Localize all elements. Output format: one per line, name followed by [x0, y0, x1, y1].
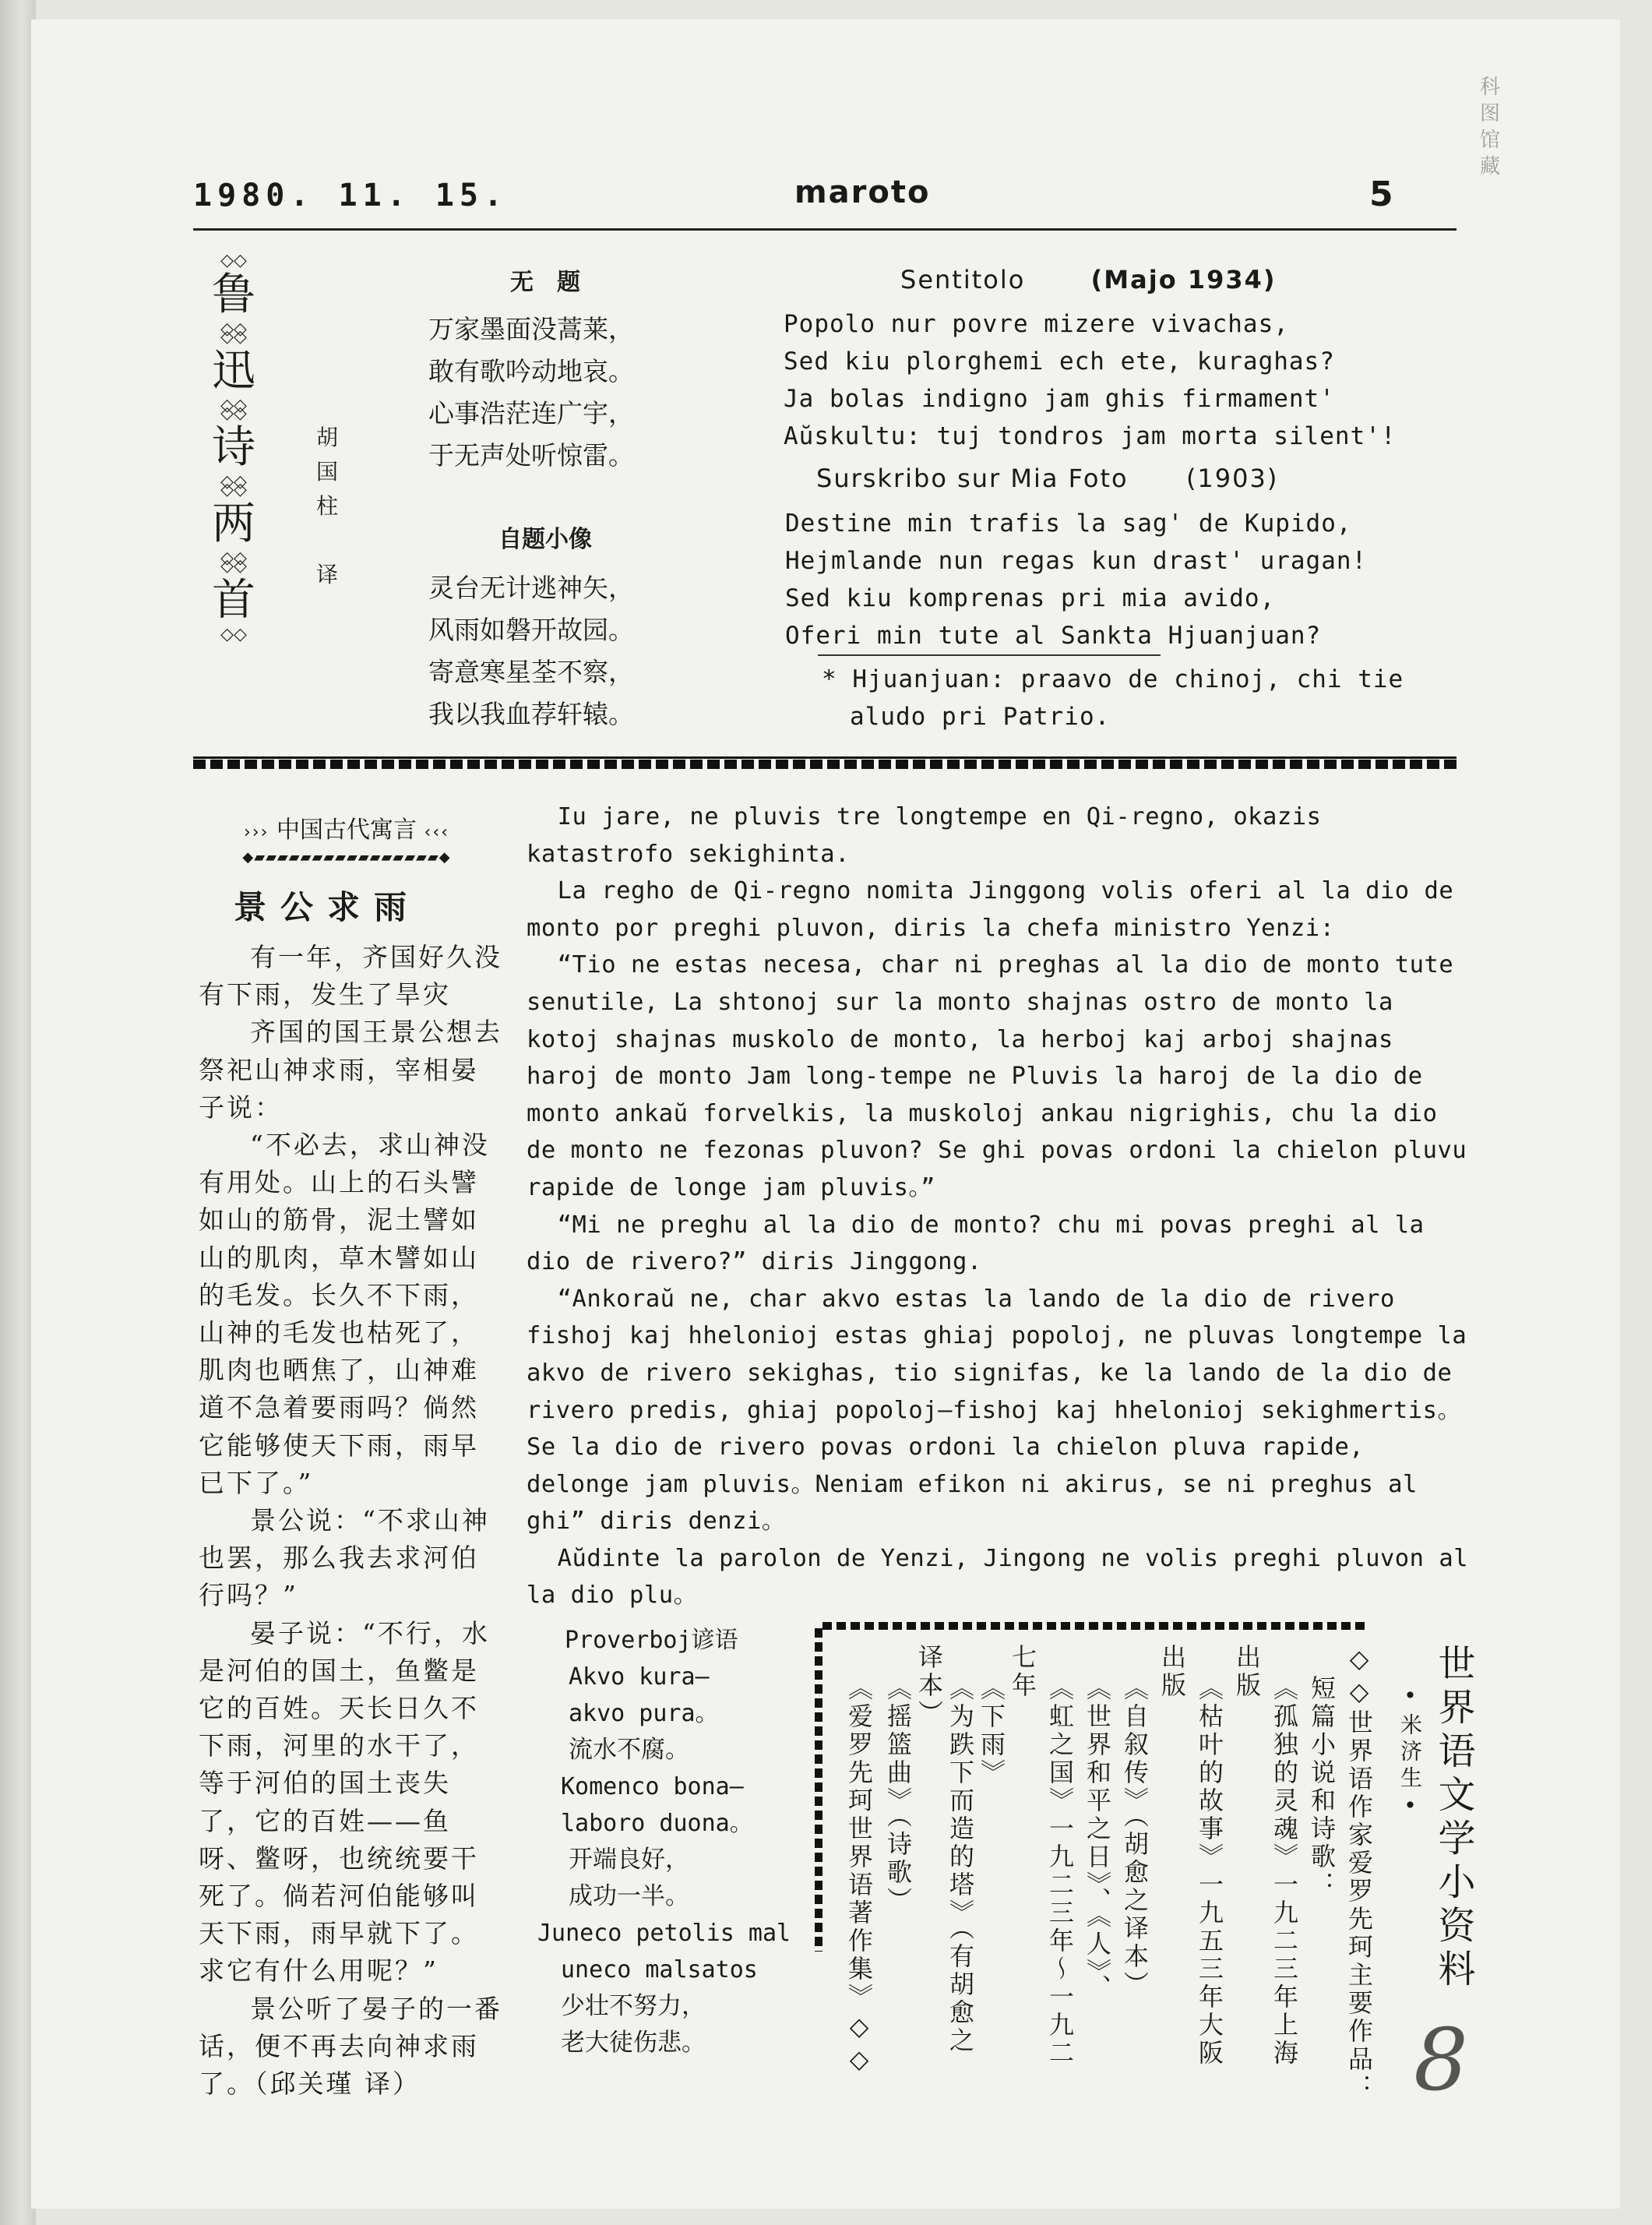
note-col-14: 《摇篮曲》（诗歌）: [883, 1675, 913, 1915]
fable-category-tag: ››› 中国古代寓言 ‹‹‹ ◆▰▰▰▰▰▰▰▰▰▰▰▰▰▰▰▰◆: [195, 810, 498, 866]
note-col-10: 七年: [1008, 1644, 1037, 1700]
proverbs-title: Proverboj谚语: [565, 1627, 738, 1654]
note-heading: 世界语文学小资料: [1432, 1644, 1475, 1993]
note-border-left: [815, 1628, 822, 1952]
poem2-cn: 灵台无计逃神矢， 风雨如磐开故园。 寄意寒星荃不察， 我以我血荐轩辕。: [428, 573, 634, 729]
library-stamp: 科 图 馆 藏: [1480, 76, 1501, 178]
issue-date: 1980. 11. 15.: [193, 178, 509, 213]
handwritten-number: 8: [1414, 2010, 1468, 2110]
fable-body-cn: 有一年，齐国好久没有下雨，发生了旱灾 齐国的国王景公想去祭祀山神求雨，宰相晏子说： “不必去，求山神没有用处。山上的石头譬如山的筋骨，泥土譬如山的肌肉，草木譬如山的毛发。长久不下雨，山神的毛发也枯死了，肌肉也晒焦了，山神难道不急着要雨吗？倘然它能够使天下雨，雨早已下了。” 景公说：“不求山神也罢，那么我去求河伯行吗？” 晏子说：“不行，水是河伯的国土，鱼鳖是它的百姓。天长日久不下雨，河里的水干了，等于河伯的国土丧失了，它的百姓——鱼呀、鳖呀，也统统要干死了。倘若河伯能够叫天下雨，雨早就下了。求它有什么用呢？” 景公听了晏子的一番话，便不再去向神求雨了。（邱关瑾 译）: [199, 942, 502, 2100]
footnote: * Hjuanjuan: praavo de chinoj, chi tie aludo pri Patrio.: [822, 665, 1404, 731]
poem1-cn: 万家墨面没蒿莱， 敢有歌吟动地哀。 心事浩茫连广宇， 于无声处听惊雷。: [428, 314, 634, 471]
translator-name: 胡 国 柱 译: [315, 425, 338, 587]
note-col-15: 《爱罗先珂世界语著作集》◇◇: [844, 1675, 874, 2077]
proverbs-box: Proverboj谚语 Akvo kura— akvo pura。 流水不腐。 Komenco bona— laboro duona。 开端良好， 成功一半。 Juneco petolis mal uneco malsatos 少壮不努力， 老大徒伤悲。: [537, 1622, 818, 2061]
note-col-1: ◇◇世界语作家爱罗先珂主要作品：: [1344, 1644, 1374, 2102]
column-title-vertical: ◇◇ 鲁 ◇◇ ◇◇ 迅 ◇◇ ◇◇ 诗 ◇◇ ◇◇ 两 ◇◇ ◇◇ 首 ◇◇: [187, 257, 280, 639]
header-rule: [193, 228, 1457, 231]
poem2-eo: Destine min trafis la sag' de Kupido, Hejmlande nun regas kun drast' uragan! Sed kiu komprenas pri mia avido, Oferi min tute al Sankta Hjuanjuan?: [785, 510, 1368, 650]
publication-title: maroto: [794, 175, 931, 210]
section-divider-dashes: [193, 760, 1457, 769]
note-col-13: 译本）: [914, 1644, 944, 1728]
note-col-4: 出版: [1232, 1644, 1262, 1700]
note-col-6: 出版: [1157, 1644, 1187, 1700]
fable-body-eo: Iu jare, ne pluvis tre longtempe en Qi-regno, okazis katastrofo sekighinta. La regho de Qi-regno nomita Jinggong volis oferi al la dio de monto por preghi pluvon, diris la chefa ministro Yenzi: “Tio ne estas necesa, char ni preghas al la dio de monto tute senutile, La shtonoj sur la monto shajnas ostro de monto la kotoj shajnas muskolo de monto, la herboj kaj arboj shajnas haroj de monto Jam long-tempe ne Pluvis la haroj de la dio de monto ankaŭ forvelkis, la muskoloj ankau nigrighis, chu la dio de monto ne fezonas pluvon? Se ghi povas ordoni la chielon pluvu rapide de longe jam pluvis。” “Mi ne preghu al la dio de monto? chu mi povas preghi al la dio de rivero?” diris Jinggong. “Ankoraŭ ne, char akvo estas la lando de la dio de rivero fishoj kaj hhelonioj estas ghiaj popoloj, ne pluvas longtempe la akvo de rivero sekighas, tio signifas, ke la lando de la dio de rivero predis, ghiaj popoloj—fishoj kaj hhelonioj sekighmertis。Se la dio de rivero povas ordoni la chielon pluva rapide, delonge jam pluvis。Neniam efikon ni akirus, se ni preghus al ghi” diris denzi。 Aŭdinte la parolon de Yenzi, Jingong ne volis preghi pluvon al la dio plu。: [527, 803, 1469, 1610]
poem1-title-cn: 无 题: [510, 269, 580, 296]
note-col-9: 《虹之国》一九二三年～一九二: [1045, 1675, 1075, 2068]
page-number: 5: [1369, 175, 1393, 214]
note-col-11: 《下雨》: [977, 1675, 1006, 1787]
fable-title: 景公求雨: [234, 888, 421, 926]
note-author: •米济生•: [1397, 1683, 1423, 1823]
note-border-top: [822, 1622, 1368, 1630]
poem1-eo: Popolo nur povre mizere vivachas, Sed kiu plorghemi ech ete, kuraghas? Ja bolas indigno jam ghis firmament' Aŭskultu: tuj tondros jam morta silent'!: [784, 310, 1397, 450]
poem1-title-eo: Sentitolo (Majo 1934): [900, 265, 1277, 294]
poem2-title-cn: 自题小像: [498, 526, 592, 553]
note-col-2: 短篇小说和诗歌：: [1307, 1675, 1337, 1899]
note-col-7: 《自叙传》（胡愈之译本）: [1120, 1675, 1150, 1999]
footnote-rule: [818, 654, 1161, 656]
note-col-8: 《世界和平之日》、《人》、: [1083, 1675, 1112, 2002]
note-col-12: 《为跌下而造的塔》（有胡愈之: [946, 1675, 975, 2055]
poem2-title-eo: Surskribo sur Mia Foto (1903): [816, 464, 1279, 493]
note-col-3: 《孤独的灵魂》一九二三年上海: [1270, 1675, 1299, 2068]
section-divider-line: [193, 756, 1457, 759]
note-col-5: 《枯叶的故事》一九五三年大阪: [1195, 1675, 1224, 2068]
tag-underline-deco: ◆▰▰▰▰▰▰▰▰▰▰▰▰▰▰▰▰◆: [242, 849, 451, 866]
